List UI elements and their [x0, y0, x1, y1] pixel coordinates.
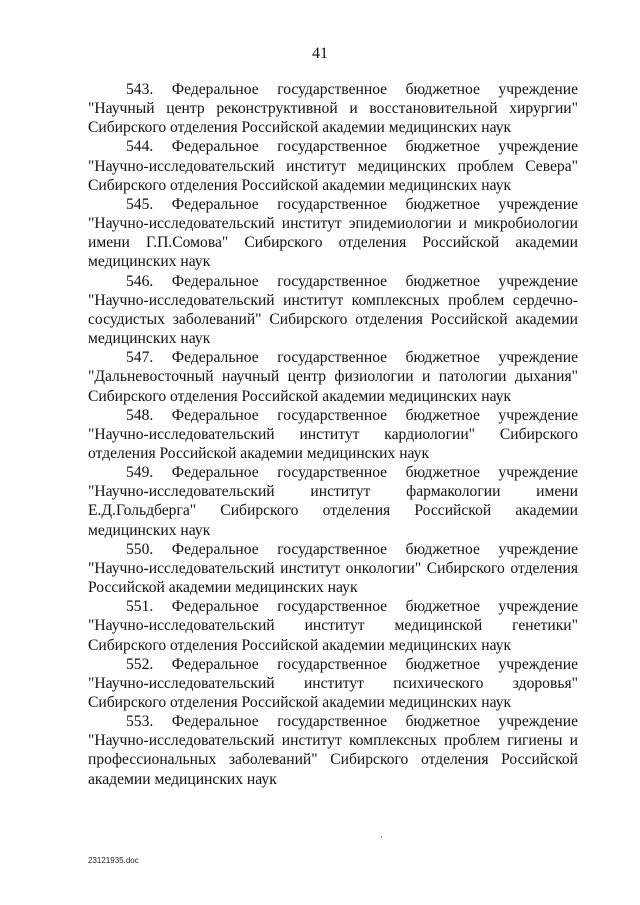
list-item: 543. Федеральное государственное бюджетное учреждение "Научный центр реконструктивной и восстановительной хирургии" Сибирского отделения Российской академии медицинских наук — [88, 81, 578, 137]
list-item: 552. Федеральное государственное бюджетное учреждение "Научно-исследовательский институт психического здоровья" Сибирского отделения Российской академии медицинских наук — [88, 655, 578, 711]
list-item: 545. Федеральное государственное бюджетное учреждение "Научно-исследовательский институт эпидемиологии и микробиологии имени Г.П.Сомова" Сибирского отделения Российской академии медицинских наук — [88, 195, 578, 271]
list-item: 546. Федеральное государственное бюджетное учреждение "Научно-исследовательский институт комплексных проблем сердечно-сосудистых заболеваний" Сибирского отделения Российской академии медицинских наук — [88, 272, 578, 348]
list-item: 548. Федеральное государственное бюджетное учреждение "Научно-исследовательский институт кардиологии" Сибирского отделения Российской академии медицинских наук — [88, 406, 578, 462]
list-item: 549. Федеральное государственное бюджетное учреждение "Научно-исследовательский институт фармакологии имени Е.Д.Гольдберга" Сибирского отделения Российской академии медицинских наук — [88, 464, 578, 539]
list-item: 553. Федеральное государственное бюджетное учреждение "Научно-исследовательский институт комплексных проблем гигиены и профессиональных заболеваний" Сибирского отделения Российской академии медицинских наук — [88, 713, 578, 788]
document-filename: 23121935.doc — [88, 856, 139, 865]
list-item: 544. Федеральное государственное бюджетное учреждение "Научно-исследовательский институт медицинских проблем Севера" Сибирского отделения Российской академии медицинских наук — [88, 138, 578, 194]
list-item: 547. Федеральное государственное бюджетное учреждение "Дальневосточный научный центр физиологии и патологии дыхания" Сибирского отделения Российской академии медицинских наук — [88, 349, 578, 405]
page-number: 41 — [312, 45, 328, 62]
list-item: 551. Федеральное государственное бюджетное учреждение "Научно-исследовательский институт медицинской генетики" Сибирского отделения Российской академии медицинских наук — [88, 598, 578, 654]
institution-list — [88, 80, 578, 789]
list-item: 550. Федеральное государственное бюджетное учреждение "Научно-исследовательский институт онкологии" Сибирского отделения Российской академии медицинских наук — [88, 540, 578, 597]
scan-speck — [381, 836, 382, 838]
